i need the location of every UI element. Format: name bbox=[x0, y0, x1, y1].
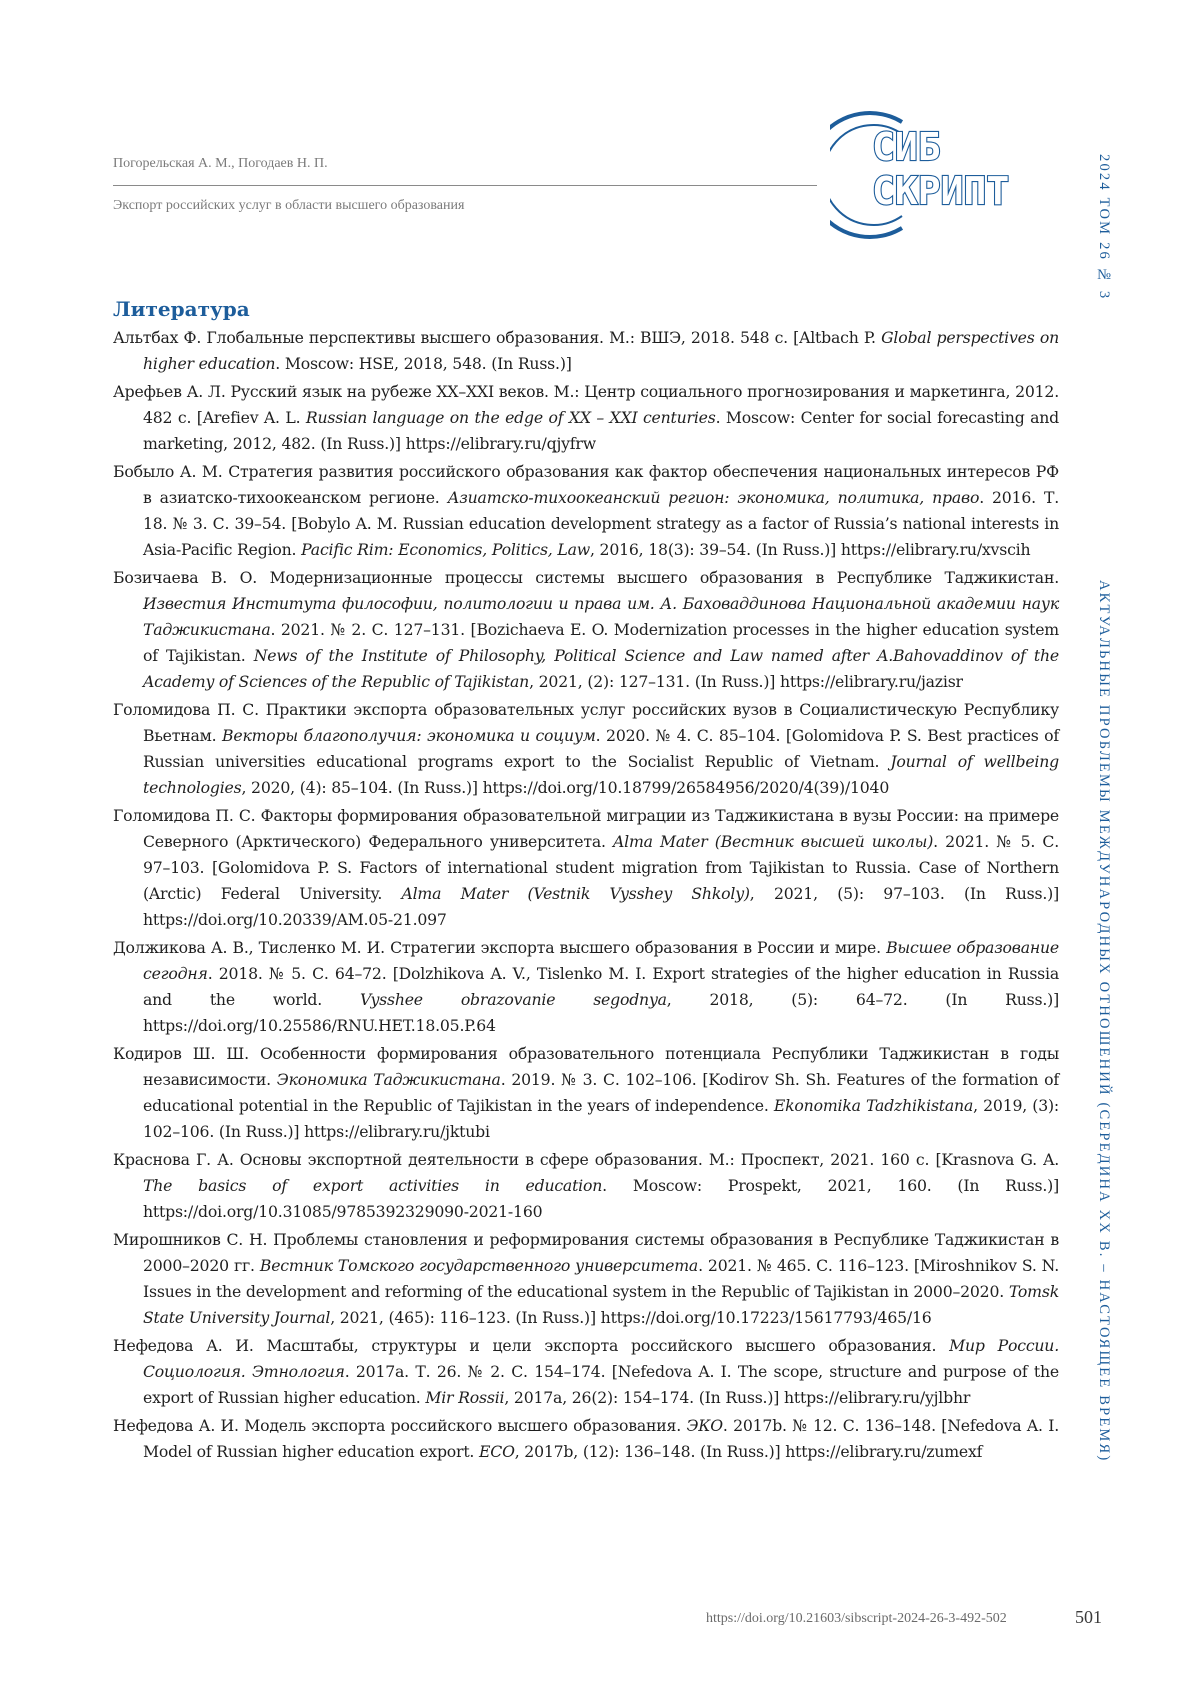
reference-text: Арефьев А. Л. Русский язык на рубеже XX–XXI веков. М.: Центр социального прогнозирования и маркетинга, 2012. 482 с. [Arefiev A. L. bbox=[113, 382, 1059, 427]
reference-text: , 2018, (5): 64–72. (In Russ.)] https://doi.org/10.25586/RNU.HET.18.05.P.64 bbox=[143, 990, 1059, 1035]
reference-item bbox=[113, 325, 1059, 377]
reference-text: . 2016. Т. 18. № 3. С. 39–54. [Bobylo A. M. Russian education development strategy as a factor of Russia’s national interests in Asia-Pacific Region. bbox=[143, 488, 1059, 559]
reference-text: , 2021, (2): 127–131. (In Russ.)] https://elibrary.ru/jazisr bbox=[529, 672, 963, 691]
reference-text: , 2017b, (12): 136–148. (In Russ.)] https://elibrary.ru/zumexf bbox=[515, 1442, 983, 1461]
reference-text: . Moscow: HSE, 2018, 548. (In Russ.)] bbox=[275, 354, 571, 373]
reference-italic-text: Азиатско-тихоокеанский регион: экономика, политика, право bbox=[448, 488, 980, 507]
reference-text: . 2020. № 4. С. 85–104. [Golomidova P. S. Best practices of Russian universities educational programs export to the Socialist Republic of Vietnam. bbox=[143, 726, 1059, 771]
reference-item bbox=[113, 565, 1059, 695]
reference-list bbox=[113, 325, 1059, 1465]
reference-text: Голомидова П. С. Практики экспорта образовательных услуг российских вузов в Социалистическую Республику Вьетнам. bbox=[113, 700, 1059, 745]
reference-text: , 2021, (5): 97–103. (In Russ.)] https://doi.org/10.20339/AM.05-21.097 bbox=[143, 884, 1059, 929]
footer-doi-link[interactable]: https://doi.org/10.21603/sibscript-2024-26-3-492-502 bbox=[706, 1611, 1007, 1627]
reference-text: Голомидова П. С. Факторы формирования образовательной миграции из Таджикистана в вузы России: на примере Северного (Арктического) Федерального университета. bbox=[113, 806, 1059, 851]
reference-text: . 2021. № 2. С. 127–131. [Bozichaeva E. O. Modernization processes in the higher education system of Tajikistan. bbox=[143, 620, 1059, 665]
header-divider bbox=[113, 185, 817, 186]
reference-italic-text: Alma Mater (Вестник высшей школы) bbox=[613, 832, 933, 851]
section-title: Литература bbox=[113, 297, 1059, 321]
reference-item bbox=[113, 1333, 1059, 1411]
reference-text: . 2017a. Т. 26. № 2. С. 154–174. [Nefedova A. I. The scope, structure and purpose of the export of Russian higher education. bbox=[143, 1362, 1059, 1407]
reference-text: , 2020, (4): 85–104. (In Russ.)] https://doi.org/10.18799/26584956/2020/4(39)/1040 bbox=[241, 778, 889, 797]
reference-text: , 2017a, 26(2): 154–174. (In Russ.)] https://elibrary.ru/yjlbhr bbox=[504, 1388, 970, 1407]
reference-text: , 2021, (465): 116–123. (In Russ.)] https://doi.org/10.17223/15617793/465/16 bbox=[330, 1308, 931, 1327]
reference-italic-text: Global perspectives on higher education bbox=[143, 328, 1059, 373]
reference-text: . 2018. № 5. С. 64–72. [Dolzhikova A. V., Tislenko M. I. Export strategies of the higher education in Russia and the world. bbox=[143, 964, 1059, 1009]
reference-text: Должикова А. В., Тисленко М. И. Стратегии экспорта высшего образования в России и мире. bbox=[113, 938, 886, 957]
reference-item bbox=[113, 1227, 1059, 1331]
reference-italic-text: Ekonomika Tadzhikistana bbox=[774, 1096, 973, 1115]
reference-text: Нефедова А. И. Масштабы, структуры и цели экспорта российского высшего образования. bbox=[113, 1336, 949, 1355]
running-head-article-title: Экспорт российских услуг в области высшего образования bbox=[113, 198, 464, 214]
reference-text: . 2021. № 465. С. 116–123. [Miroshnikov S. N. Issues in the development and reforming of the educational system in the Republic of Tajikistan in 2000–2020. bbox=[143, 1256, 1059, 1301]
reference-text: , 2019, (3): 102–106. (In Russ.)] https://elibrary.ru/jktubi bbox=[143, 1096, 1059, 1141]
reference-text: Альтбах Ф. Глобальные перспективы высшего образования. М.: ВШЭ, 2018. 548 с. [Altbach P. bbox=[113, 328, 881, 347]
reference-italic-text: ECO bbox=[479, 1442, 515, 1461]
reference-text: . 2017b. № 12. С. 136–148. [Nefedova A. I. Model of Russian higher education export. bbox=[143, 1416, 1059, 1461]
reference-italic-text: Векторы благополучия: экономика и социум bbox=[222, 726, 596, 745]
reference-italic-text: Высшее образование сегодня bbox=[143, 938, 1059, 983]
reference-text: Бобыло А. М. Стратегия развития российского образования как фактор обеспечения национальных интересов РФ в азиатско-тихоокеанском регионе. bbox=[113, 462, 1059, 507]
reference-text: Бозичаева В. О. Модернизационные процессы системы высшего образования в Республике Таджикистан. bbox=[113, 568, 1059, 587]
reference-text: Кодиров Ш. Ш. Особенности формирования образовательного потенциала Республики Таджикистан в годы независимости. bbox=[113, 1044, 1059, 1089]
journal-logo bbox=[830, 100, 1070, 250]
reference-text: . Moscow: Prospekt, 2021, 160. (In Russ.)] https://doi.org/10.31085/9785392329090-2021-160 bbox=[143, 1176, 1059, 1221]
reference-text: . Moscow: Center for social forecasting and marketing, 2012, 482. (In Russ.)] https://elibrary.ru/qjyfrw bbox=[143, 408, 1059, 453]
page-number: 501 bbox=[1075, 1607, 1102, 1628]
references-section bbox=[113, 297, 1059, 1467]
reference-italic-text: News of the Institute of Philosophy, Political Science and Law named after A.Bahovaddinov of the Academy of Sciences of the Republic of Tajikistan bbox=[143, 646, 1059, 691]
reference-text: Нефедова А. И. Модель экспорта российского высшего образования. bbox=[113, 1416, 686, 1435]
reference-italic-text: Alma Mater (Vestnik Vysshey Shkoly) bbox=[401, 884, 749, 903]
reference-item bbox=[113, 935, 1059, 1039]
reference-italic-text: Известия Института философии, политологии и права им. А. Баховаддинова Национальной академии наук Таджикистана bbox=[143, 594, 1059, 639]
reference-item bbox=[113, 803, 1059, 933]
reference-italic-text: Экономика Таджикистана bbox=[277, 1070, 501, 1089]
reference-text: Краснова Г. А. Основы экспортной деятельности в сфере образования. М.: Проспект, 2021. 160 с. [Krasnova G. A. bbox=[113, 1150, 1059, 1169]
reference-italic-text: ЭКО bbox=[686, 1416, 722, 1435]
reference-italic-text: Вестник Томского государственного университета bbox=[260, 1256, 698, 1275]
reference-italic-text: Мир России. Социология. Этнология bbox=[143, 1336, 1059, 1381]
side-rubric: АКТУАЛЬНЫЕ ПРОБЛЕМЫ МЕЖДУНАРОДНЫХ ОТНОШЕНИЙ (СЕРЕДИНА XX В. – НАСТОЯЩЕЕ ВРЕМЯ) bbox=[1095, 580, 1112, 1462]
reference-text: , 2016, 18(3): 39–54. (In Russ.)] https://elibrary.ru/xvscih bbox=[590, 540, 1030, 559]
reference-item bbox=[113, 697, 1059, 801]
reference-text: . 2021. № 5. С. 97–103. [Golomidova P. S. Factors of international student migration from Tajikistan to Russia. Case of Northern (Arctic) Federal University. bbox=[143, 832, 1059, 903]
reference-text: . 2019. № 3. С. 102–106. [Kodirov Sh. Sh. Features of the formation of educational potential in the Republic of Tajikistan in the years of independence. bbox=[143, 1070, 1059, 1115]
reference-item bbox=[113, 1147, 1059, 1225]
reference-item bbox=[113, 1041, 1059, 1145]
reference-item bbox=[113, 1413, 1059, 1465]
reference-text: Мирошников С. Н. Проблемы становления и реформирования системы образования в Республике Таджикистан в 2000–2020 гг. bbox=[113, 1230, 1059, 1275]
side-journal-issue: 2024 ТОМ 26 № 3 bbox=[1095, 154, 1112, 300]
reference-italic-text: Russian language on the edge of XX – XXI centuries bbox=[306, 408, 716, 427]
running-head-authors: Погорельская А. М., Погодаев Н. П. bbox=[113, 156, 328, 172]
logo-text-line1: СИБ bbox=[872, 125, 941, 169]
reference-italic-text: Mir Rossii bbox=[425, 1388, 504, 1407]
reference-italic-text: Tomsk State University Journal bbox=[143, 1282, 1059, 1327]
logo-text-line2: СКРИПТ bbox=[872, 169, 1009, 213]
reference-item bbox=[113, 379, 1059, 457]
reference-italic-text: The basics of export activities in education bbox=[143, 1176, 602, 1195]
reference-italic-text: Pacific Rim: Economics, Politics, Law bbox=[301, 540, 590, 559]
reference-italic-text: Journal of wellbeing technologies bbox=[143, 752, 1059, 797]
reference-italic-text: Vysshee obrazovanie segodnya bbox=[360, 990, 667, 1009]
reference-item bbox=[113, 459, 1059, 563]
